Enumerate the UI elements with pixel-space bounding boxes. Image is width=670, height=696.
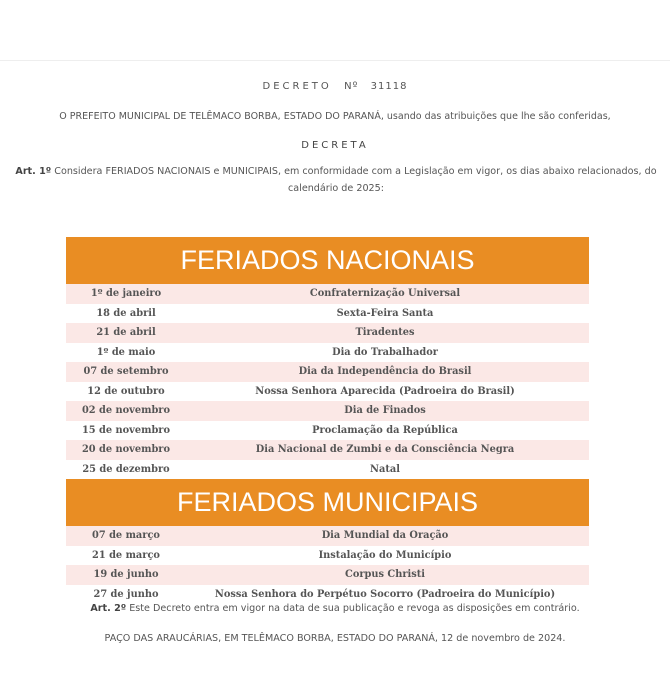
article-2-label: Art. 2º (90, 603, 127, 614)
article-1-text: Considera FERIADOS NACIONAIS e MUNICIPAIS, em conformidade com a Legislação em vigor, os dias abaixo relacionados, do calendário de 2025: (54, 166, 657, 194)
article-2 (0, 603, 670, 614)
decree-number: 31118 (370, 81, 408, 92)
holiday-date: 20 de novembro (81, 444, 171, 455)
article-2-text: Este Decreto entra em vigor na data de sua publicação e revoga as disposições em contrário. (129, 603, 580, 614)
decreta-heading: DECRETA (301, 140, 369, 151)
holiday-row (66, 343, 589, 363)
holiday-date: 19 de junho (93, 569, 159, 580)
holiday-row (66, 284, 589, 304)
holidays-table (66, 237, 589, 604)
holiday-date: 15 de novembro (81, 424, 171, 436)
article-1 (10, 163, 662, 197)
holiday-name: Tiradentes (355, 327, 415, 338)
holiday-name: Nossa Senhora Aparecida (Padroeira do Brasil) (255, 385, 515, 397)
holiday-name: Corpus Christi (345, 569, 425, 580)
holiday-date: 12 de outubro (87, 385, 165, 397)
holiday-row (66, 585, 589, 605)
holiday-date: 27 de junho (93, 588, 159, 600)
holiday-row (66, 440, 589, 460)
signature-line: PAÇO DAS ARAUCÁRIAS, EM TELÊMACO BORBA, ESTADO DO PARANÁ, 12 de novembro de 2024. (104, 633, 566, 644)
holiday-date: 25 de dezembro (82, 463, 170, 475)
municipal-holidays-list (66, 526, 589, 604)
holiday-name: Dia Nacional de Zumbi e da Consciência Negra (255, 444, 515, 455)
decree-label: DECRETO (262, 81, 332, 92)
holiday-name: Dia Mundial da Oração (321, 530, 449, 541)
decree-title (0, 81, 670, 92)
holiday-row (66, 421, 589, 441)
top-divider (0, 60, 670, 61)
prefeito-preamble: O PREFEITO MUNICIPAL DE TELÊMACO BORBA, ESTADO DO PARANÁ, usando das atribuições que lhe são conferidas, (59, 111, 611, 122)
article-1-label: Art. 1º (15, 166, 52, 177)
national-holidays-list (66, 284, 589, 479)
holiday-row (66, 460, 589, 480)
holiday-name: Natal (370, 463, 400, 475)
holiday-name: Dia do Trabalhador (332, 346, 438, 358)
holiday-name: Dia de Finados (344, 405, 426, 416)
holiday-row (66, 323, 589, 343)
decree-number-prefix: Nº (344, 81, 359, 92)
holiday-date: 1º de maio (96, 346, 156, 358)
holiday-row (66, 304, 589, 324)
holiday-row (66, 546, 589, 566)
holiday-name: Sexta-Feira Santa (336, 307, 434, 319)
holiday-date: 07 de setembro (83, 366, 169, 377)
holiday-date: 18 de abril (96, 307, 156, 319)
holiday-name: Instalação do Município (318, 549, 452, 561)
holiday-date: 1º de janeiro (90, 288, 162, 299)
holiday-name: Dia da Independência do Brasil (298, 366, 472, 377)
holiday-date: 21 de abril (96, 327, 156, 338)
holiday-row (66, 401, 589, 421)
holiday-name: Confraternização Universal (309, 288, 461, 299)
holiday-date: 07 de março (92, 530, 160, 541)
national-holidays-header: FERIADOS NACIONAIS (66, 237, 589, 284)
holiday-name: Proclamação da República (312, 424, 458, 436)
holiday-name: Nossa Senhora do Perpétuo Socorro (Padroeira do Município) (214, 588, 556, 600)
municipal-holidays-header: FERIADOS MUNICIPAIS (66, 479, 589, 526)
holiday-date: 21 de março (92, 549, 160, 561)
holiday-row (66, 382, 589, 402)
holiday-row (66, 526, 589, 546)
holiday-date: 02 de novembro (81, 405, 171, 416)
holiday-row (66, 565, 589, 585)
holiday-row (66, 362, 589, 382)
